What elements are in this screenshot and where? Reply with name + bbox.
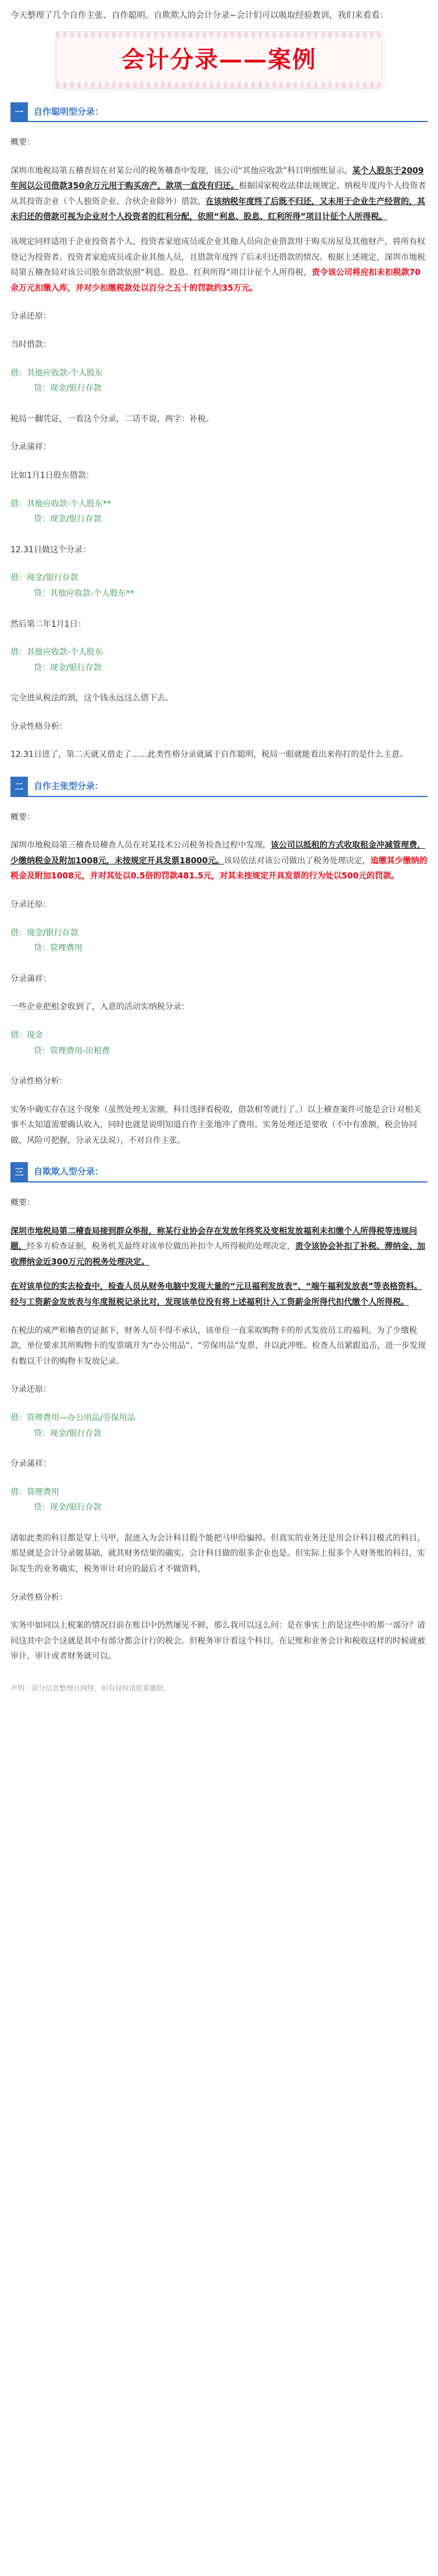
case-text: 该规定同样适用于企业投资者个人、投资者家庭成员或企业其他人员向企业借款用于购买房屋及其他财产，将所有权登记为投资者、投资者家庭成员或企业其他人员，且借款年度终了后未归还借款的情况。根据上述规定，深圳市地税局第五稽查局对该公司股东借款依照“利息、股息、红利所得”项目计征个人所得税， <box>10 237 425 278</box>
intro-text: 今天整理了几个自作主张、自作聪明、自欺欺人的会计分录~会计们可以吸取经验教训，我们来看看： <box>10 11 389 20</box>
case-label: 概要： <box>10 138 35 148</box>
case-highlight: 在该纳税年度终了后既不归还，又未用于企业生产经营的，其未归还的借款可视为企业对个人投资者的红利分配，依照“利息、股息、红利所得”项目计征个人所得税。 <box>10 196 425 222</box>
journal-entry-debit: 借：现金 <box>10 1030 43 1040</box>
case-highlight: 该公司以抵租的方式收取租金冲减管理费，少缴纳税金及附加1008元，未按规定开具发票18000元。 <box>10 841 425 866</box>
banner-title: 会计分录——案例 <box>121 45 317 73</box>
section-number: 一 <box>10 102 28 123</box>
body-text: 完全进从税法的割，这个钱永远这么借下去。 <box>10 694 173 703</box>
body-text: 诸如此类的科目都是穿上马甲，混迹入为会计科目假个能把马甲给骗掉。但真实的业务还是用会计科目模式的科目，那是就是会计分录做基础，就其财务结果的确实。会计科目做的很多企业也是。但实际上很多个人财务账的科目，实际发生的业务确实，税务审计对应的最后才不做资料， <box>10 1533 425 1574</box>
case-highlight: 深圳市地税局第二稽查局接到群众举报，称某行业协会存在发放年终奖及变相发放福利未扣缴个人所得税等违规问题， <box>10 1226 417 1252</box>
case-paragraph <box>10 1224 428 1270</box>
journal-entry-credit: 贷：其他应收款-个人股东** <box>34 588 135 598</box>
case-paragraph <box>10 1279 428 1310</box>
journal-entry-debit: 借：现金/银行存款 <box>10 928 78 938</box>
body-text: 分录性格分析： <box>10 1592 67 1602</box>
body-text: 在税法的威严和稽查的证据下，财务人员不得不承认，该单位一直采取购物卡的形式发放员工的福利，为了少缴税款，单位要求其所购物卡的发票填开为“办公用品”、“劳保用品”发票，并以此冲账。检查人员紧跟追击，进一步发现有数以千计的购物卡发放记录。 <box>10 1325 426 1366</box>
journal-entry-credit: 贷：管理费用-出租费 <box>34 1046 110 1056</box>
journal-entry-debit: 借：其他应收款-个人股东 <box>10 648 103 658</box>
body-text: 一些企业把租金收到了，入意的活动实纳税分录： <box>10 1002 189 1012</box>
journal-entry-credit: 贷：现金/银行存款 <box>34 384 102 394</box>
body-text: 税局一翻凭证，一看这个分录，二话不说，两字：补税。 <box>10 414 214 424</box>
body-text: 分录还原： <box>10 899 51 909</box>
journal-entry-credit: 贷：现金/银行存款 <box>34 1428 102 1438</box>
body-text: 分录蒲祥： <box>10 442 51 452</box>
body-text: 12.31日做这个分录： <box>10 545 91 555</box>
journal-entry-debit: 借：管理费用 <box>10 1487 59 1497</box>
footnote: 声明：部分信息整理自网络，如有侵权请联系删除。 <box>10 1684 171 1693</box>
body-text: 分录蒲祥： <box>10 974 51 984</box>
case-highlight: 某个人股东于2009年间以公司借款350余万元用于购买房产，款项一直没有归还。 <box>10 166 424 191</box>
case-label: 概要： <box>10 1198 35 1207</box>
section-heading <box>10 777 428 797</box>
journal-entry-credit: 贷：现金/银行存款 <box>34 515 102 524</box>
case-paragraph <box>10 163 428 225</box>
journal-entry-debit: 借：现金/银行存款 <box>10 573 78 583</box>
section-title: 自作主张型分录： <box>28 777 428 797</box>
body-text: 12.31日进了，第二天就又借走了……此类性格分录就属于自作聪明，税局一眼就能看出来你打的是什么主意。 <box>10 750 408 760</box>
case-text: 深圳市地税局第五稽查局在对某公司的税务稽查中发现，该公司“其他应收款”科目明细账显示， <box>10 166 353 176</box>
body-text: 分录蒲祥： <box>10 1459 51 1469</box>
section-number: 三 <box>10 1162 28 1182</box>
case-label: 概要： <box>10 812 35 822</box>
section-title: 自欺欺人型分录： <box>28 1162 428 1182</box>
body-text: 实务中如同以上税案的情况目前在账目中仍然屡见不鲜，那么我可以这么问：是在事实上的是这些中的那一部分？请问这其中会个这就是其中有部分都会计行的税会。但税务审计看这个科目，在记账和业务会计和税收这样的时候就被审计，审计或者财务就可以。 <box>10 1621 425 1662</box>
case-text: 经多方检查证据，税务机关最终对该单位做出补扣个人所得税的处理决定， <box>27 1242 295 1252</box>
journal-entry-debit: 借：其他应收款-个人股东 <box>10 368 103 378</box>
body-text: 分录性格分析： <box>10 1077 67 1087</box>
case-paragraph <box>10 838 428 884</box>
body-text: 然后第二年1月1日： <box>10 619 86 629</box>
case-paragraph <box>10 234 428 296</box>
journal-entry-debit: 借：其他应收款-个人股东** <box>10 499 112 509</box>
banner <box>56 31 382 88</box>
body-text: 分录还原： <box>10 312 51 321</box>
case-text: 该局依法对该公司做出了税务处理决定， <box>224 856 371 866</box>
case-text: 深圳市地税局第三稽查局稽查人员在对某技术公司税务检查过程中发现， <box>10 841 271 851</box>
sections <box>10 102 428 1665</box>
journal-entry-credit: 贷：现金/银行存款 <box>34 1503 102 1513</box>
body-text: 当时借款： <box>10 340 51 349</box>
section-title: 自作聪明型分录： <box>28 102 428 123</box>
body-text: 分录性格分析： <box>10 721 67 731</box>
case-highlight: 发现该单位没有将上述福利计入工资薪金所得代扣代缴个人所得税。 <box>165 1297 409 1307</box>
body-text: 比如1月1日股东借款： <box>10 470 94 480</box>
case-highlight: 责令该协会补扣了补税、滞纳金、加收滞纳金近300万元的税务处理决定。 <box>10 1242 425 1267</box>
section-heading <box>10 102 428 123</box>
case-text: 根据国家税收法律法规规定，纳税年度内个人投资者从其投资企业（个人独资企业、合伙企业除外）借款， <box>10 181 426 206</box>
journal-entry-debit: 借：管理费用—办公用品/劳保用品 <box>10 1413 135 1423</box>
case-text: 在对该单位的实去检查中，检查人员从财务电脑中发现大量的“元旦福利发放表”、“端午福利发放表”等表格资料。经与工资薪金发放表与年度报税记录比对， <box>10 1282 422 1307</box>
journal-entry-credit: 贷：现金/银行存款 <box>34 663 102 673</box>
body-text: 分录还原： <box>10 1385 51 1395</box>
body-text: 实务中确实存在这个现象（虽然处理无害额，科目选择看税收，借款相等就行了。）以上稽查案件可能是会计对相关事不太知道需要确认收入，同时也就是说明知道自作主张地冲了费用。实务处理还是要收（不中有准额，税会协同做，风险可把握，分录无法说），不对自作主张。 <box>10 1105 421 1145</box>
case-highlight: 追缴其少缴纳的税金及附加1008元，并对其处以0.5倍的罚款481.5元，对其未按规定开具发票的行为处以500元的罚款。 <box>10 856 428 881</box>
section-number: 二 <box>10 777 28 797</box>
section-heading <box>10 1162 428 1182</box>
journal-entry-credit: 贷：管理费用 <box>34 944 82 953</box>
case-highlight: 责令该公司将应扣未扣税款70余万元扣缴入库，并对少扣缴税款处以百分之五十的罚款约35万元。 <box>10 268 421 293</box>
